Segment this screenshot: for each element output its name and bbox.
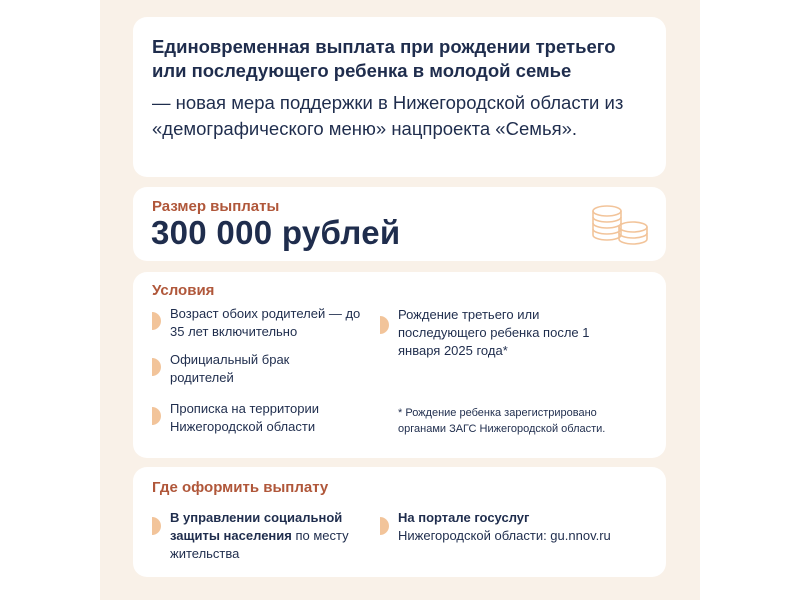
- bullet-icon: [152, 517, 161, 535]
- where-option-portal: [398, 509, 628, 545]
- where-option-portal-bold: На портале госуслуг: [398, 510, 530, 525]
- conditions-label: Условия: [152, 282, 215, 299]
- conditions-footnote: * Рождение ребенка зарегистрировано органами ЗАГС Нижегородской области.: [398, 407, 606, 435]
- bullet-icon: [152, 407, 161, 425]
- amount-card: [133, 187, 666, 261]
- bullet-icon: [152, 312, 161, 330]
- bullet-icon: [152, 358, 161, 376]
- coins-icon: [587, 201, 657, 251]
- condition-registration: Прописка на территории Нижегородской области: [170, 401, 319, 434]
- where-option-social-rest: по месту жительства: [170, 528, 349, 561]
- where-card: [133, 467, 666, 577]
- bullet-icon: [380, 517, 389, 535]
- conditions-card: [133, 272, 666, 458]
- condition-birth: Рождение третьего или последующего ребенка после 1 января 2025 года*: [398, 307, 590, 358]
- where-option-social-bold: В управлении социальной защиты населения: [170, 510, 343, 543]
- amount-value: 300 000 рублей: [151, 214, 401, 251]
- condition-age: Возраст обоих родителей — до 35 лет включительно: [170, 306, 361, 339]
- bullet-icon: [380, 316, 389, 334]
- where-label: Где оформить выплату: [152, 479, 329, 496]
- amount-label: Размер выплаты: [152, 198, 280, 215]
- condition-marriage: Официальный брак родителей: [170, 352, 290, 385]
- where-option-social: [170, 509, 360, 563]
- where-option-portal-rest[interactable]: Нижегородской области: gu.nnov.ru: [398, 528, 611, 543]
- intro-card: [133, 17, 666, 177]
- intro-title: Единовременная выплата при рождении третьего или последующего ребенка в молодой семье: [152, 36, 616, 81]
- intro-text: — новая мера поддержки в Нижегородской области из «демографического меню» нацпроекта «Семья».: [152, 92, 624, 139]
